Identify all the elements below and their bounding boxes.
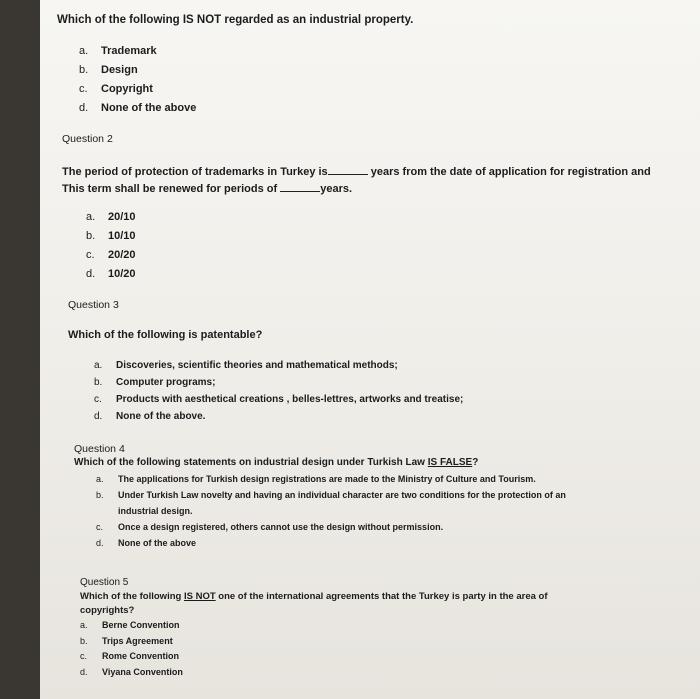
question-2-label: Question 2: [62, 133, 113, 145]
blank-1: [328, 164, 368, 175]
question-5-label: Question 5: [80, 577, 129, 588]
option-b[interactable]: b. Under Turkish Law novelty and having an individual character are two conditions for the protection of an: [96, 490, 566, 500]
question-1-text: Which of the following IS NOT regarded as an industrial property.: [57, 14, 414, 26]
option-c[interactable]: c. Products with aesthetical creations , belles-lettres, artworks and treatise;: [94, 394, 464, 405]
question-4-options: [96, 471, 674, 551]
question-3-options: [94, 357, 678, 425]
option-a[interactable]: a. The applications for Turkish design registrations are made to the Ministry of Culture and Tourism.: [96, 474, 536, 484]
question-3-label: Question 3: [68, 299, 119, 311]
option-d[interactable]: d. None of the above.: [94, 411, 206, 422]
option-d[interactable]: d. Viyana Convention: [80, 666, 183, 677]
question-1: [57, 12, 677, 118]
question-4-text: Which of the following statements on industrial design under Turkish Law IS FALSE?: [74, 457, 479, 468]
option-a[interactable]: a. Berne Convention: [80, 620, 180, 630]
option-b[interactable]: b. Computer programs;: [94, 377, 216, 388]
option-b-continued: industrial design.: [118, 506, 193, 516]
question-5-text: Which of the following IS NOT one of the international agreements that the Turkey is party in the area of copyrights?: [80, 591, 548, 616]
option-c[interactable]: c. Rome Convention: [80, 651, 180, 661]
question-5: [80, 576, 670, 680]
question-3-text: Which of the following is patentable?: [68, 329, 263, 341]
option-a[interactable]: a. 20/10: [86, 211, 136, 223]
question-2-text: The period of protection of trademarks in Turkey is years from the date of application for registration and This term shall be renewed for periods of years.: [62, 166, 651, 195]
question-4-label: Question 4: [74, 443, 125, 455]
question-2-options: [86, 208, 682, 284]
option-a[interactable]: a. Discoveries, scientific theories and mathematical methods;: [94, 360, 398, 371]
emphasis-is-false: IS FALSE: [427, 457, 473, 468]
question-5-options: [80, 618, 670, 680]
option-b[interactable]: b. 10/10: [86, 230, 136, 242]
option-c[interactable]: c. Once a design registered, others cannot use the design without permission.: [96, 522, 444, 532]
option-c[interactable]: c. 20/20: [86, 249, 136, 261]
blank-2: [280, 181, 320, 192]
option-c[interactable]: c. Copyright: [79, 83, 153, 95]
option-b[interactable]: b. Trips Agreement: [80, 635, 173, 646]
option-b[interactable]: b. Design: [79, 64, 138, 76]
question-2: [62, 132, 682, 284]
option-d[interactable]: d. None of the above: [96, 538, 197, 548]
question-3: [68, 298, 678, 425]
question-1-options: [79, 42, 677, 118]
option-a[interactable]: a. Trademark: [79, 45, 157, 57]
emphasis-is-not: IS NOT: [183, 591, 216, 602]
document-page: [40, 0, 700, 699]
question-4: [74, 443, 674, 551]
option-d[interactable]: d. None of the above: [79, 102, 197, 114]
option-d[interactable]: d. 10/20: [86, 268, 136, 280]
